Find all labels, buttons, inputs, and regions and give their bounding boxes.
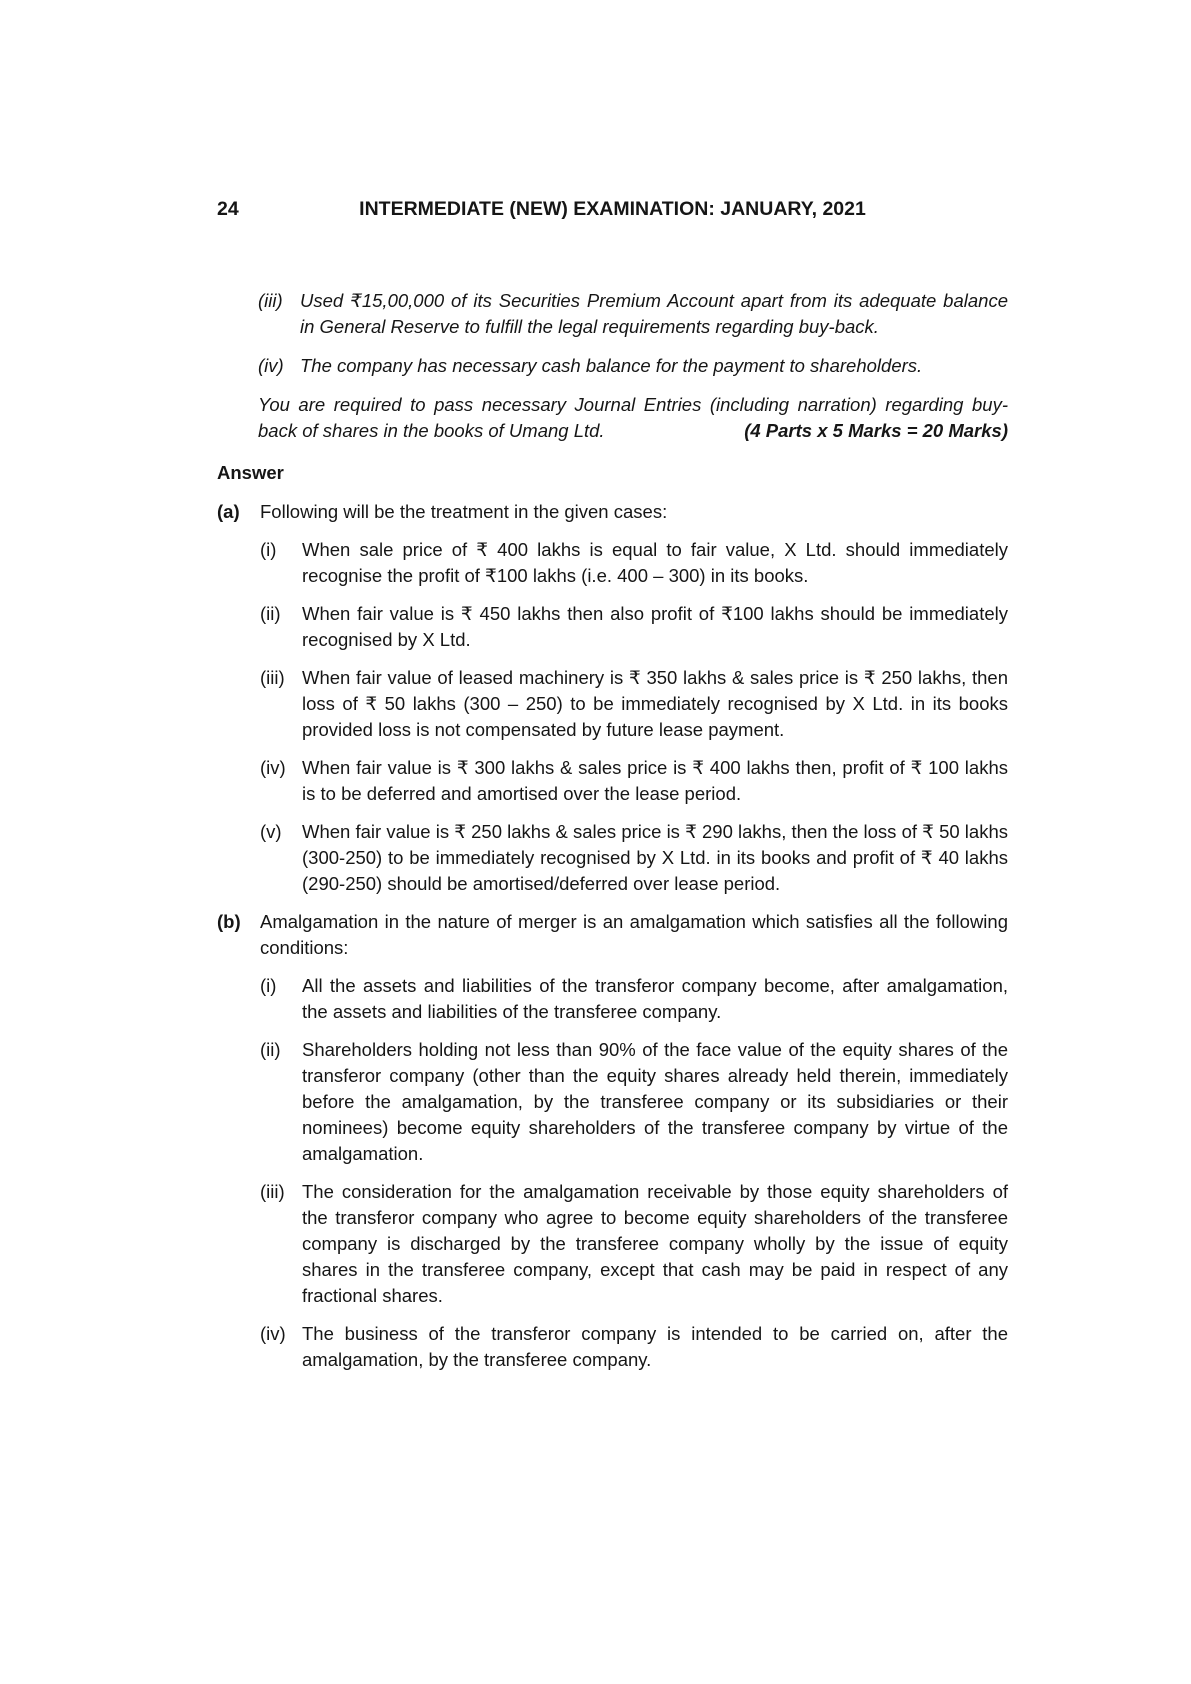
list-marker: (i) (260, 539, 277, 560)
part-body (260, 499, 1008, 909)
part-marker: (b) (217, 911, 241, 932)
answer-subitem (260, 665, 1008, 743)
answer-subitem (260, 1037, 1008, 1167)
subitem-text: All the assets and liabilities of the transferor company become, after amalgamation, the assets and liabilities of the transferee company. (302, 975, 1008, 1022)
answer-subitem (260, 755, 1008, 807)
page-number: 24 (217, 198, 239, 220)
subitem-text: The consideration for the amalgamation receivable by those equity shareholders of the transferor company who agree to become equity shareholders of the transferee company is discharged by the transferee company wholly by the issue of equity shares in the transferee company, except that cash may be paid in respect of any fractional shares. (302, 1181, 1008, 1306)
part-marker: (a) (217, 501, 240, 522)
answer-subitem (260, 973, 1008, 1025)
answer-part-a (217, 499, 1008, 909)
part-body (260, 909, 1008, 1385)
answer-heading: Answer (217, 462, 284, 483)
page-title: INTERMEDIATE (NEW) EXAMINATION: JANUARY, 2021 (359, 198, 866, 220)
marks-label: (4 Parts x 5 Marks = 20 Marks) (744, 418, 1008, 444)
list-marker: (iii) (258, 290, 283, 311)
requirement-text: You are required to pass necessary Journal Entries (including narration) regarding buy-back of shares in the books of Umang Ltd. (258, 394, 1008, 441)
question-item (258, 353, 1008, 379)
part-intro: Following will be the treatment in the given cases: (260, 501, 668, 522)
subitem-text: When fair value is ₹ 250 lakhs & sales price is ₹ 290 lakhs, then the loss of ₹ 50 lakhs (300-250) to be immediately recognised by X Ltd. in its books and profit of ₹ 40 lakhs (290-250) should be amortised/deferred over lease period. (302, 821, 1008, 894)
page-content (217, 196, 1008, 1385)
list-marker: (iv) (260, 1323, 286, 1344)
subitem-text: When fair value is ₹ 300 lakhs & sales price is ₹ 400 lakhs then, profit of ₹ 100 lakhs is to be deferred and amortised over the lease period. (302, 757, 1008, 804)
subitem-text: When sale price of ₹ 400 lakhs is equal to fair value, X Ltd. should immediately recognise the profit of ₹100 lakhs (i.e. 400 – 300) in its books. (302, 539, 1008, 586)
answer-subitem (260, 1179, 1008, 1309)
page-header (217, 196, 1008, 222)
list-marker: (iii) (260, 1181, 285, 1202)
question-item-text: The company has necessary cash balance for the payment to shareholders. (300, 355, 923, 376)
requirement-paragraph (258, 392, 1008, 444)
answer-subitem (260, 1321, 1008, 1373)
list-marker: (ii) (260, 1039, 281, 1060)
list-marker: (v) (260, 821, 282, 842)
list-marker: (iii) (260, 667, 285, 688)
subitem-text: When fair value of leased machinery is ₹ 350 lakhs & sales price is ₹ 250 lakhs, then loss of ₹ 50 lakhs (300 – 250) to be immediately recognised by X Ltd. in its books provided loss is not compensated by future lease payment. (302, 667, 1008, 740)
list-marker: (iv) (258, 355, 284, 376)
question-item-text: Used ₹15,00,000 of its Securities Premium Account apart from its adequate balance in General Reserve to fulfill the legal requirements regarding buy-back. (300, 290, 1008, 337)
list-marker: (ii) (260, 603, 281, 624)
list-marker: (i) (260, 975, 277, 996)
answer-subitem (260, 537, 1008, 589)
question-section (217, 288, 1008, 444)
subitem-text: Shareholders holding not less than 90% of the face value of the equity shares of the transferor company (other than the equity shares already held therein, immediately before the amalgamation, by the transferee company or its subsidiaries or their nominees) become equity shareholders of the transferee company by virtue of the amalgamation. (302, 1039, 1008, 1164)
subitem-text: The business of the transferor company is intended to be carried on, after the amalgamation, by the transferee company. (302, 1323, 1008, 1370)
question-item (258, 288, 1008, 340)
answer-part-b (217, 909, 1008, 1385)
subitem-text: When fair value is ₹ 450 lakhs then also profit of ₹100 lakhs should be immediately recognised by X Ltd. (302, 603, 1008, 650)
part-intro: Amalgamation in the nature of merger is an amalgamation which satisfies all the following conditions: (260, 911, 1008, 958)
answer-subitem (260, 601, 1008, 653)
answer-subitem (260, 819, 1008, 897)
list-marker: (iv) (260, 757, 286, 778)
